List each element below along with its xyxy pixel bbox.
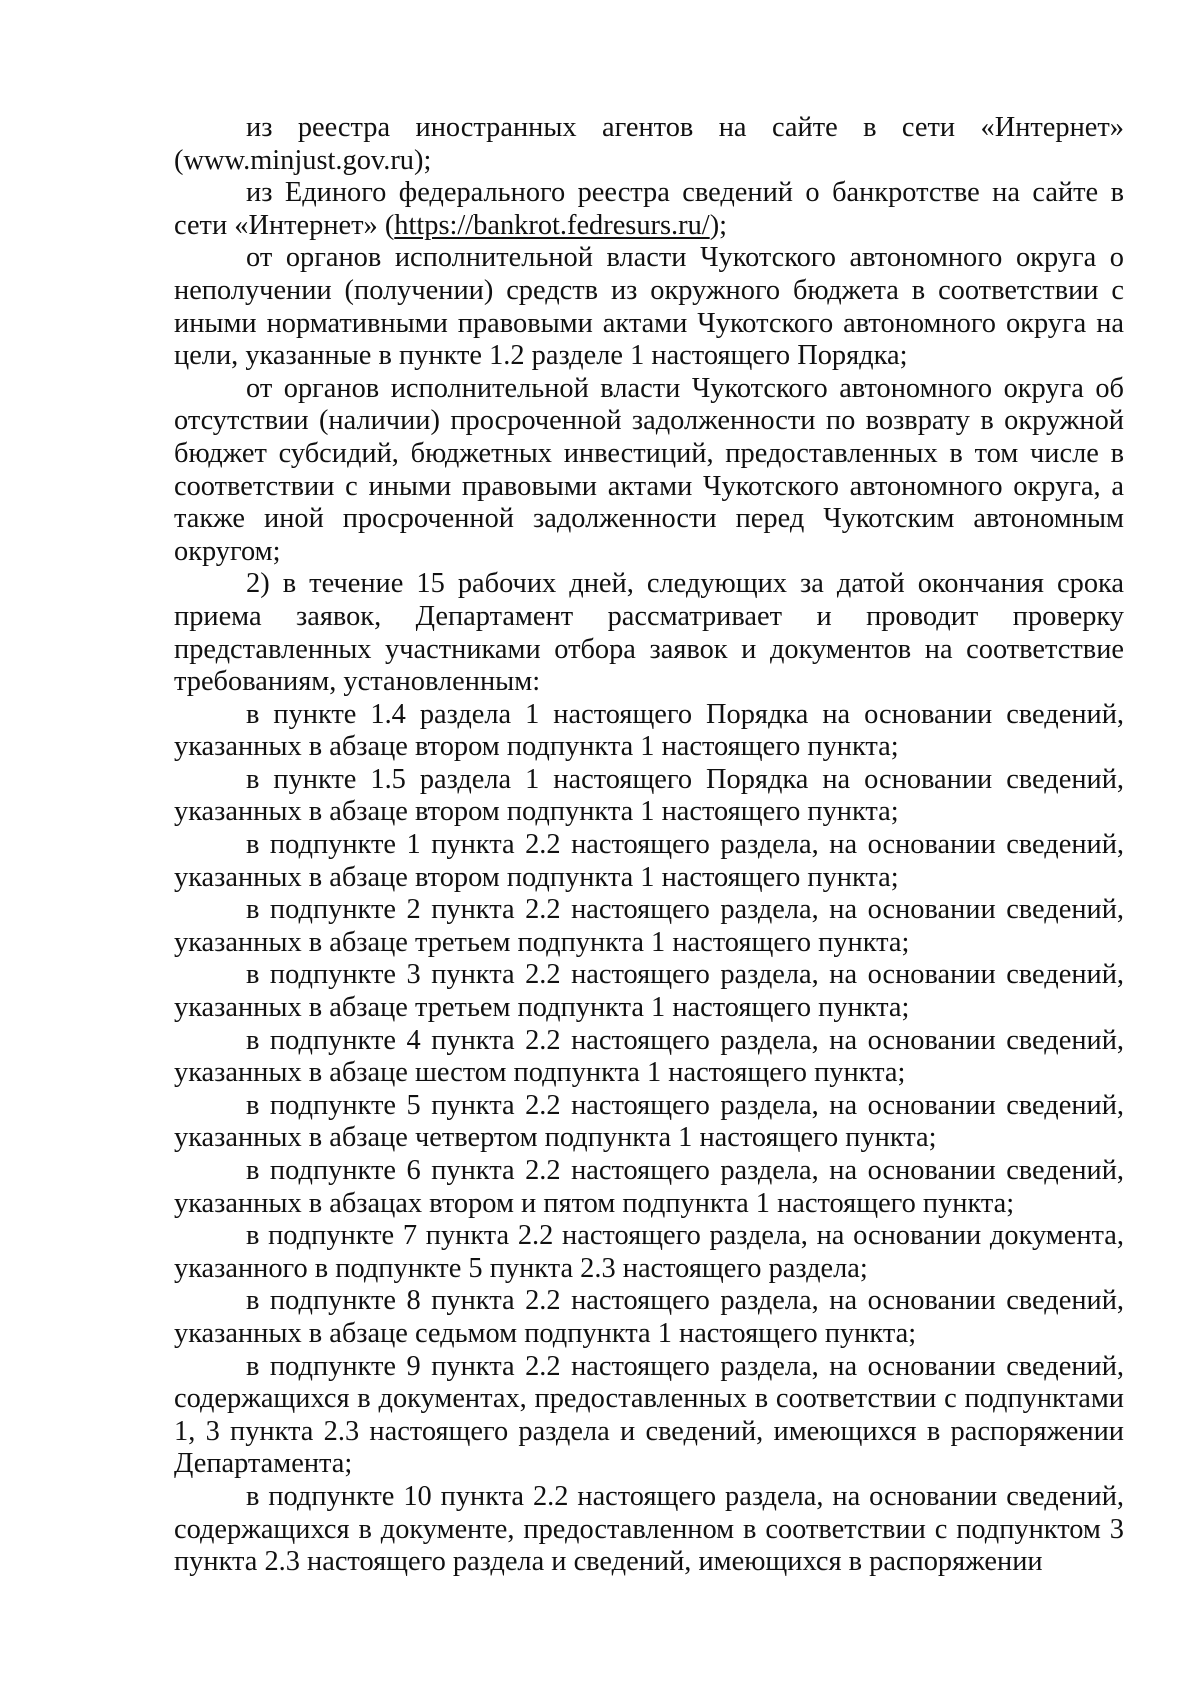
paragraph-item: в пункте 1.4 раздела 1 настоящего Порядка на основании сведений, указанных в абзаце втором подпункта 1 настоящего пункта; (174, 698, 1124, 763)
document-page (174, 112, 1124, 1579)
paragraph-item: в подпункте 5 пункта 2.2 настоящего раздела, на основании сведений, указанных в абзаце четвертом подпункта 1 настоящего пункта; (174, 1089, 1124, 1154)
paragraph-overdue-debt: от органов исполнительной власти Чукотского автономного округа об отсутствии (наличии) просроченной задолженности по возврату в окружной бюджет субсидий, бюджетных инвестиций, предоставленных в том числе в соответствии с иными правовыми актами Чукотского автономного округа, а также иной просроченной задолженности перед Чукотским автономным округом; (174, 372, 1124, 567)
paragraph-item: в подпункте 6 пункта 2.2 настоящего раздела, на основании сведений, указанных в абзацах втором и пятом подпункта 1 настоящего пункта; (174, 1155, 1124, 1219)
paragraph-foreign-agents-registry: из реестра иностранных агентов на сайте в сети «Интернет» (www.minjust.gov.ru); (174, 112, 1124, 176)
paragraph-budget-funds: от органов исполнительной власти Чукотского автономного округа о неполучении (получении) средств из окружного бюджета в соответствии с иными нормативными правовыми актами Чукотского автономного округа на цели, указанные в пункте 1.2 разделе 1 настоящего Порядка; (174, 242, 1124, 372)
paragraph-item: в подпункте 3 пункта 2.2 настоящего раздела, на основании сведений, указанных в абзаце третьем подпункта 1 настоящего пункта; (174, 959, 1124, 1024)
paragraph-item: в подпункте 10 пункта 2.2 настоящего раздела, на основании сведений, содержащихся в документе, предоставленном в соответствии с подпунктом 3 пункта 2.3 настоящего раздела и сведений, имеющихся в распоряжении (174, 1480, 1124, 1578)
paragraph-item: в подпункте 4 пункта 2.2 настоящего раздела, на основании сведений, указанных в абзаце шестом подпункта 1 настоящего пункта; (174, 1024, 1124, 1089)
paragraph-text: из Единого федерального реестра сведений о банкротстве на сайте в сети «Интернет» ( (174, 177, 1124, 241)
paragraph-item: в подпункте 2 пункта 2.2 настоящего раздела, на основании сведений, указанных в абзаце третьем подпункта 1 настоящего пункта; (174, 894, 1124, 958)
paragraph-text: ); (709, 209, 728, 241)
paragraph-item: в подпункте 7 пункта 2.2 настоящего раздела, на основании документа, указанного в подпункте 5 пункта 2.3 настоящего раздела; (174, 1220, 1124, 1284)
paragraph-review-period: 2) в течение 15 рабочих дней, следующих за датой окончания срока приема заявок, Департамент рассматривает и проводит проверку представленных участниками отбора заявок и документов на соответствие требованиям, установленным: (174, 568, 1124, 698)
paragraph-item: в пункте 1.5 раздела 1 настоящего Порядка на основании сведений, указанных в абзаце втором подпункта 1 настоящего пункта; (174, 763, 1124, 828)
paragraph-item: в подпункте 1 пункта 2.2 настоящего раздела, на основании сведений, указанных в абзаце втором подпункта 1 настоящего пункта; (174, 829, 1124, 893)
paragraph-item: в подпункте 9 пункта 2.2 настоящего раздела, на основании сведений, содержащихся в документах, предоставленных в соответствии с подпунктами 1, 3 пункта 2.3 настоящего раздела и сведений, имеющихся в распоряжении Департамента; (174, 1350, 1124, 1480)
paragraph-bankruptcy-registry (174, 177, 1124, 242)
bankrot-link[interactable]: https://bankrot.fedresurs.ru/ (394, 209, 710, 241)
paragraph-item: в подпункте 8 пункта 2.2 настоящего раздела, на основании сведений, указанных в абзаце седьмом подпункта 1 настоящего пункта; (174, 1285, 1124, 1349)
